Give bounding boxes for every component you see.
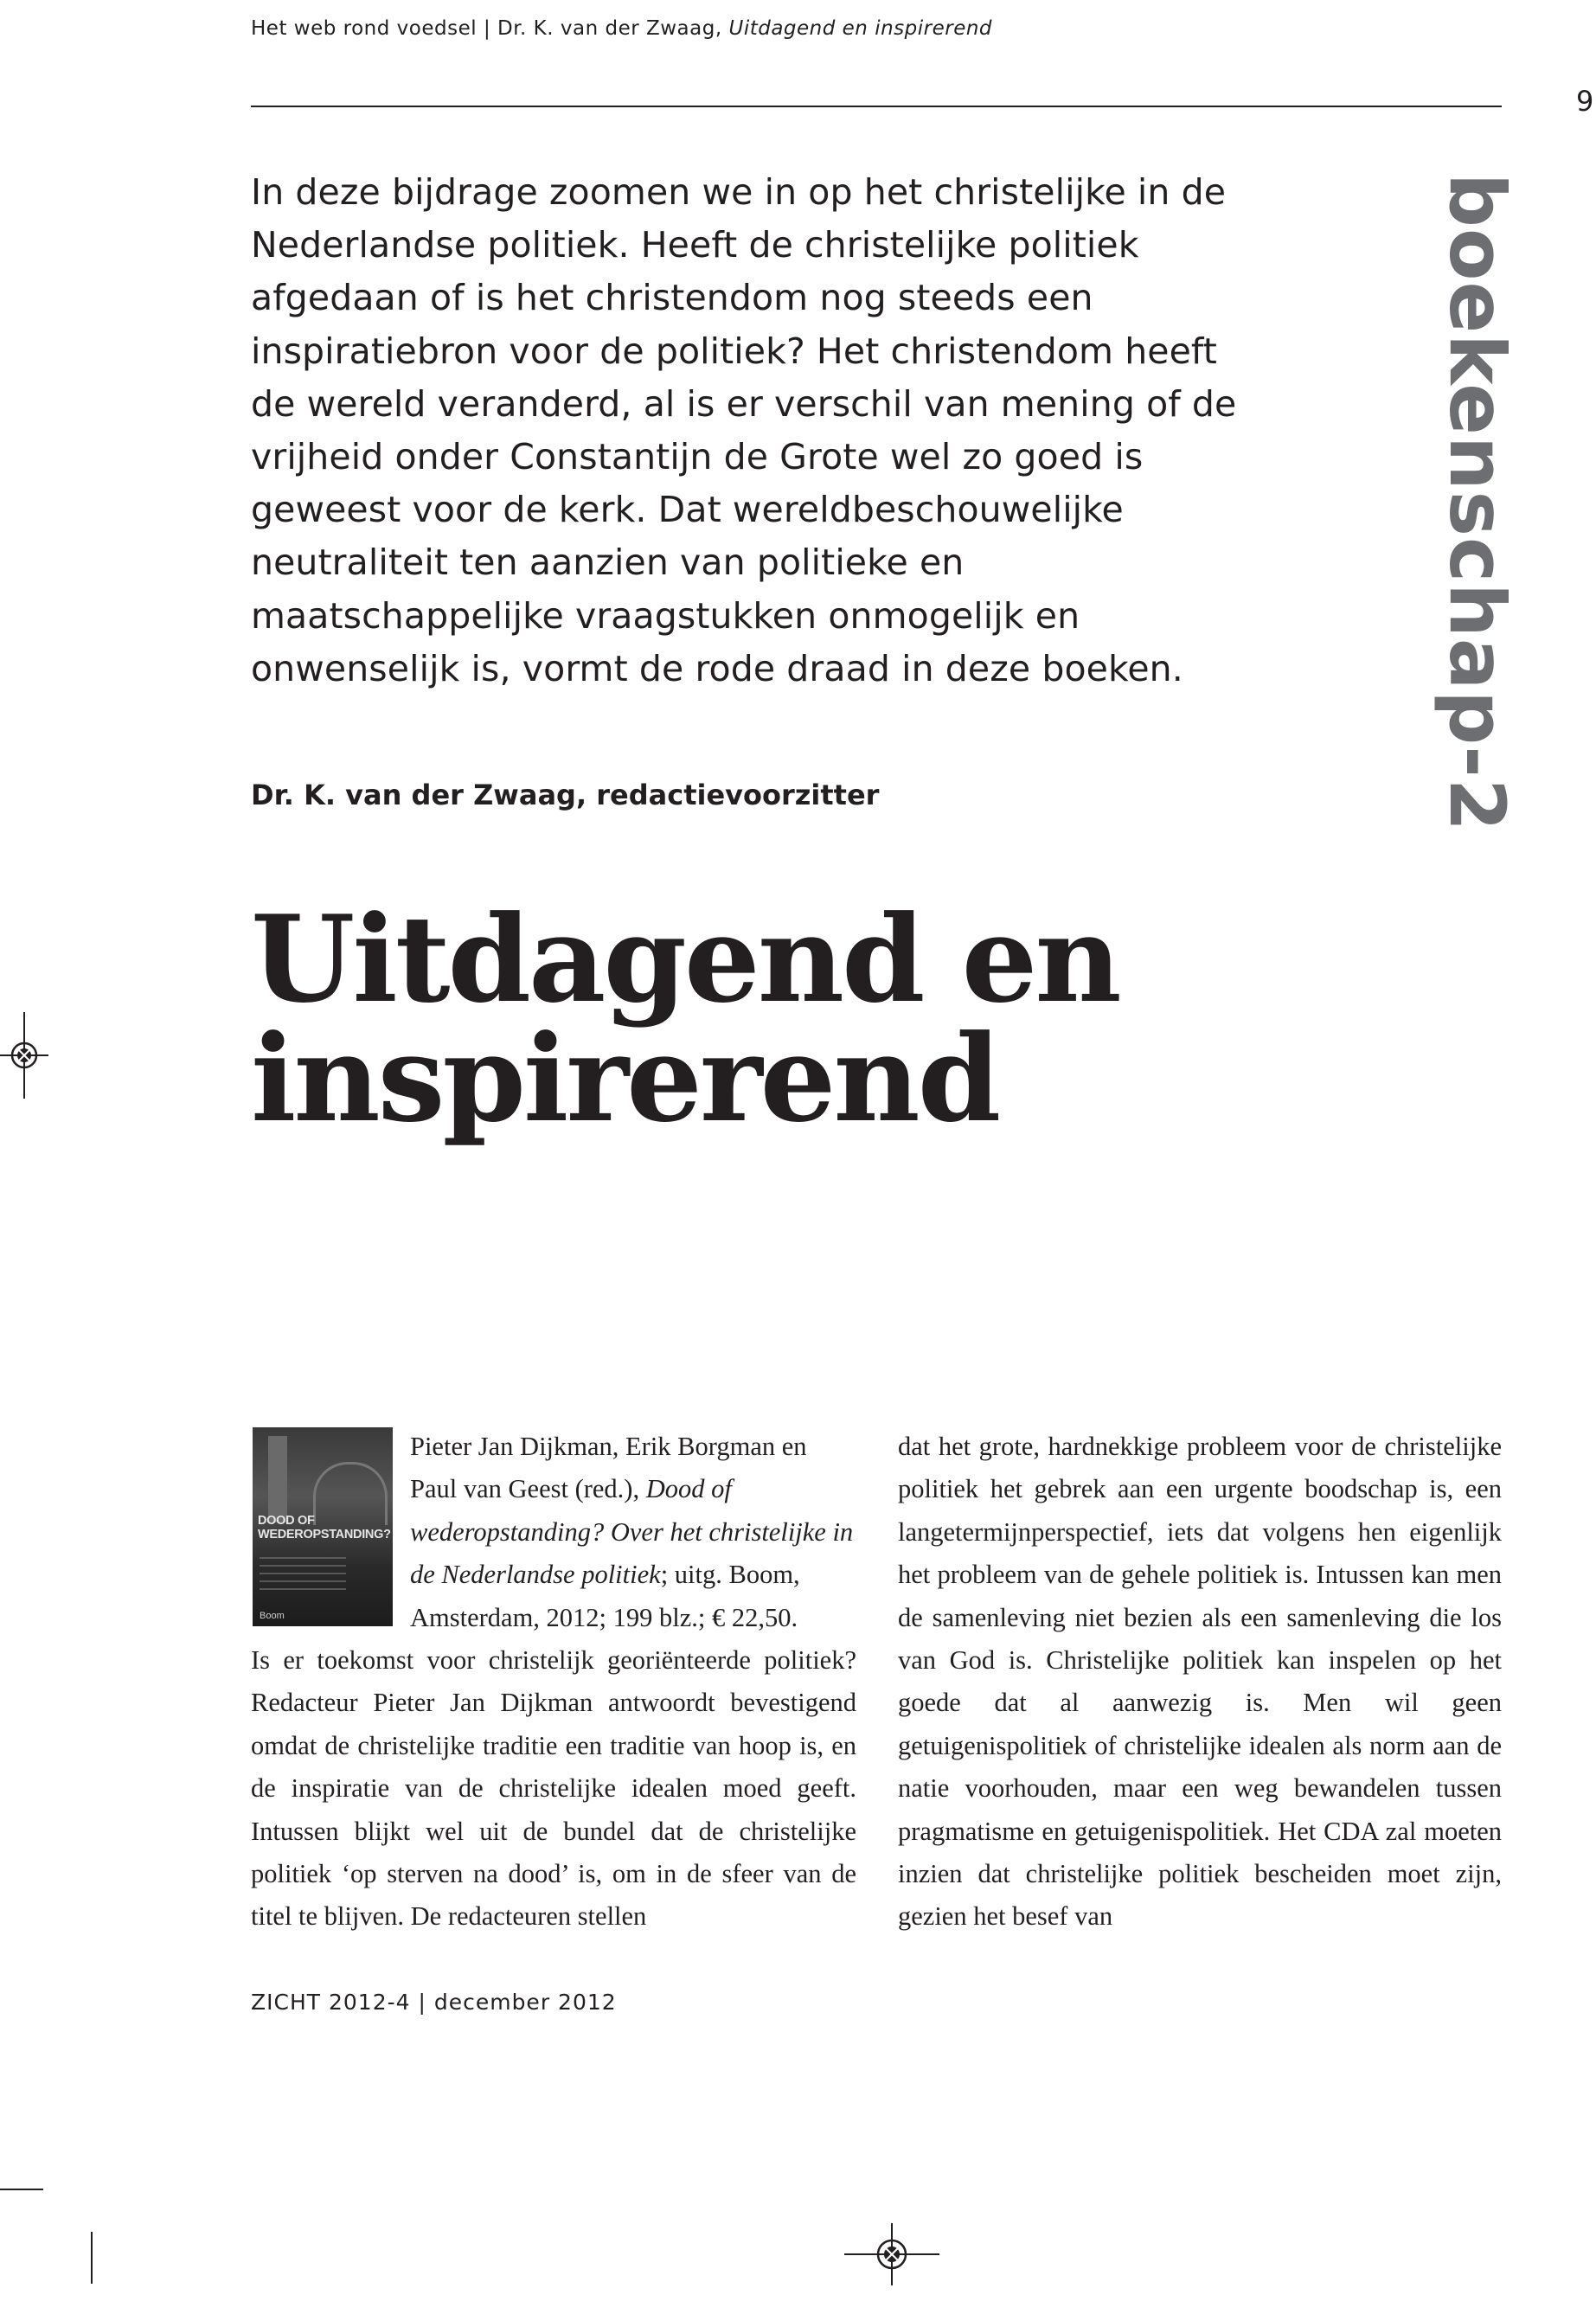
cover-title-line-2: WEDEROPSTANDING? xyxy=(258,1528,391,1541)
body-column-left xyxy=(251,1426,856,1939)
running-head-separator: | xyxy=(483,17,491,40)
section-label: boekenschap-2 xyxy=(1433,173,1522,832)
cover-publisher: Boom xyxy=(260,1611,285,1621)
lead-paragraph: In deze bijdrage zoomen we in op het christelijke in de Nederlandse politiek. Heeft de christelijke politiek afgedaan of is het christendom nog steeds een inspiratiebron voor de politiek? Het christendom heeft de wereld veranderd, al is er verschil van mening of de vrijheid onder Constantijn de Grote wel zo goed is geweest voor de kerk. Dat wereldbeschouwelijke neutraliteit ten aanzien van politieke en maatschappelijke vraagstukken onmogelijk en onwenselijk is, vormt de rode draad in deze boeken. xyxy=(251,171,1237,689)
running-head-author: Dr. K. van der Zwaag, xyxy=(497,17,722,40)
article-title xyxy=(251,888,1375,1149)
registration-mark-bottom-icon xyxy=(844,2223,939,2285)
page-number: 9 xyxy=(1576,85,1594,118)
body-column-right xyxy=(898,1426,1502,1939)
registration-mark-left-icon xyxy=(0,1012,48,1099)
bibliography-publication: ; uitg. Boom, Amsterdam, 2012; 199 blz.; € 22,50. xyxy=(410,1560,800,1632)
crop-mark-horizontal xyxy=(0,2189,43,2190)
cover-title-line-1: DOOD OF xyxy=(258,1514,315,1528)
bibliography-book-title: Dood of wederopstanding? Over het christelijke in de Nederlandse politiek xyxy=(410,1474,854,1590)
body-paragraph-right: dat het grote, hardnekkige probleem voor de christelijke politiek het gebrek aan een urgente boodschap is, een langetermijnperspectief, iets dat volgens hen eigenlijk het probleem van de gehele politiek is. Intussen kan men de samenleving niet bezien als een samenleving die los van God is. Christelijke politiek kan inspelen op het goede dat al aanwezig is. Men wil geen getuigenispolitiek of christelijke idealen als norm aan de natie voorhouden, maar een weg bewandelen tussen pragmatisme en getuigenispolitiek. Het CDA zal moeten inzien dat christelijke politiek bescheiden moet zijn, gezien het besef van xyxy=(898,1432,1502,1932)
crop-mark-vertical xyxy=(91,2232,93,2284)
running-head xyxy=(251,17,992,40)
running-head-section: Het web rond voedsel xyxy=(251,17,478,40)
byline: Dr. K. van der Zwaag, redactievoorzitter xyxy=(251,779,880,811)
footer: ZICHT 2012-4 | december 2012 xyxy=(251,1990,617,2015)
title-line-2: inspirerend xyxy=(251,1008,999,1149)
bibliography-entry xyxy=(251,1426,856,1639)
running-head-title: Uitdagend en inspirerend xyxy=(728,17,993,40)
bibliography-authors: Pieter Jan Dijkman, Erik Borgman en Paul van Geest (red.), xyxy=(410,1432,807,1504)
body-paragraph-left: Is er toekomst voor christelijk georiënteerde politiek? Redacteur Pieter Jan Dijkman antwoordt bevestigend omdat de christelijke traditie een traditie van hoop is, en de inspiratie van de christelijke idealen moed geeft. Intussen blijkt wel uit de bundel dat de christelijke politiek ‘op sterven na dood’ is, om in de sfeer van de titel te blijven. De redacteuren stellen xyxy=(251,1645,856,1932)
title-line-1: Uitdagend en xyxy=(251,888,1119,1029)
header-rule xyxy=(251,106,1502,107)
